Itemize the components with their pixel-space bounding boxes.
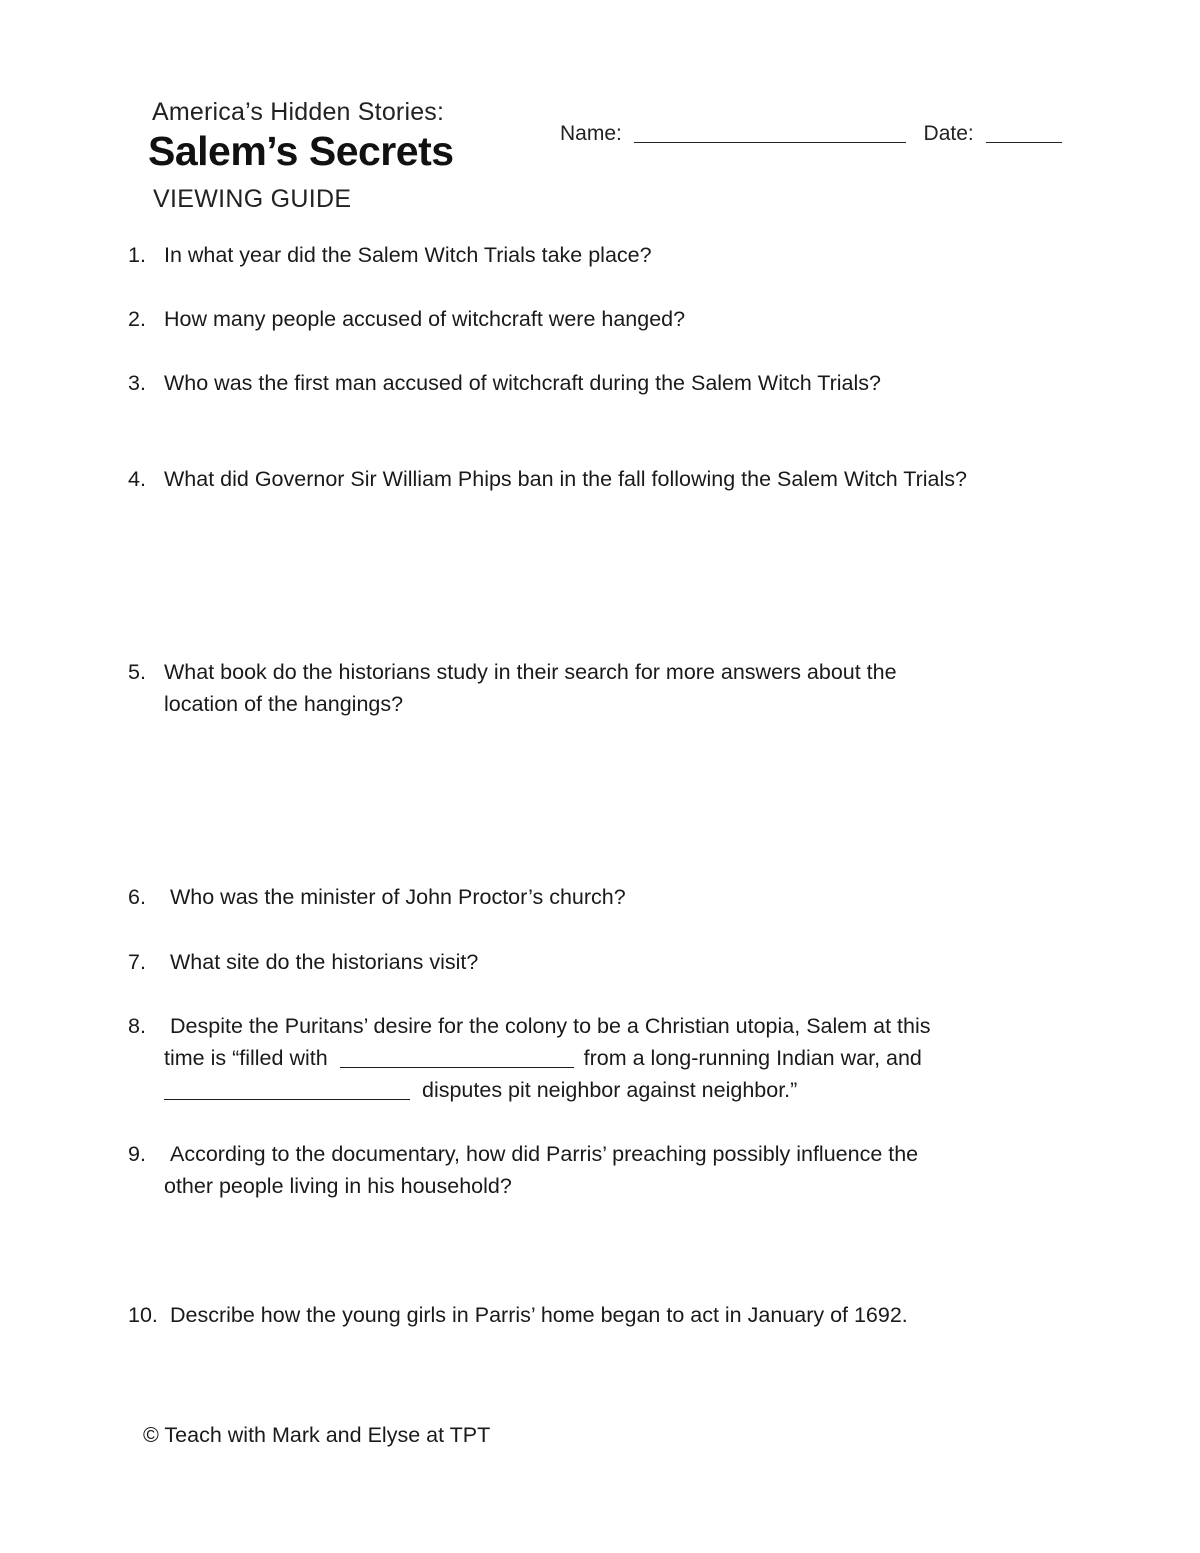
question-text: What book do the historians study in their search for more answers about the (164, 660, 897, 684)
copyright-footer: © Teach with Mark and Elyse at TPT (143, 1423, 491, 1447)
page-subtitle: VIEWING GUIDE (153, 185, 352, 213)
question-text: location of the hangings? (164, 692, 404, 716)
question-number: 9. (128, 1142, 146, 1166)
question-text: disputes pit neighbor against neighbor.” (421, 1078, 798, 1102)
fill-in-blank[interactable] (164, 1079, 410, 1100)
question-number: 2. (128, 307, 146, 331)
question-text-line (164, 1074, 922, 1106)
question-number: 5. (128, 660, 146, 684)
date-blank[interactable] (986, 124, 1062, 143)
question-text: What site do the historians visit? (170, 950, 479, 974)
question-text: What did Governor Sir William Phips ban in the fall following the Salem Witch Trials? (164, 467, 967, 491)
question-number: 8. (128, 1014, 146, 1038)
question-text: Who was the minister of John Proctor’s church? (170, 885, 626, 909)
question-text: Who was the first man accused of witchcraft during the Salem Witch Trials? (164, 371, 881, 395)
question-text: from a long-running Indian war, and (583, 1046, 922, 1070)
question-text: In what year did the Salem Witch Trials take place? (164, 243, 652, 267)
question-text: Despite the Puritans’ desire for the colony to be a Christian utopia, Salem at this (170, 1014, 931, 1038)
fill-in-blank[interactable] (340, 1047, 574, 1068)
student-fields (560, 121, 1062, 146)
page-title: Salem’s Secrets (148, 128, 454, 174)
question-text: How many people accused of witchcraft were hanged? (164, 307, 686, 331)
question-number: 4. (128, 467, 146, 491)
question-number: 1. (128, 243, 146, 267)
question-text: According to the documentary, how did Parris’ preaching possibly influence the (170, 1142, 919, 1166)
series-title: America’s Hidden Stories: (152, 98, 445, 126)
question-number: 10. (128, 1303, 158, 1327)
name-label: Name: (560, 122, 622, 145)
question-number: 6. (128, 885, 146, 909)
question-number: 7. (128, 950, 146, 974)
question-text: other people living in his household? (164, 1174, 512, 1198)
question-text: Describe how the young girls in Parris’ home began to act in January of 1692. (170, 1303, 908, 1327)
name-blank[interactable] (634, 124, 906, 143)
question-number: 3. (128, 371, 146, 395)
question-text-line (164, 1042, 922, 1074)
date-label: Date: (923, 122, 974, 145)
question-text: time is “filled with (164, 1046, 328, 1070)
